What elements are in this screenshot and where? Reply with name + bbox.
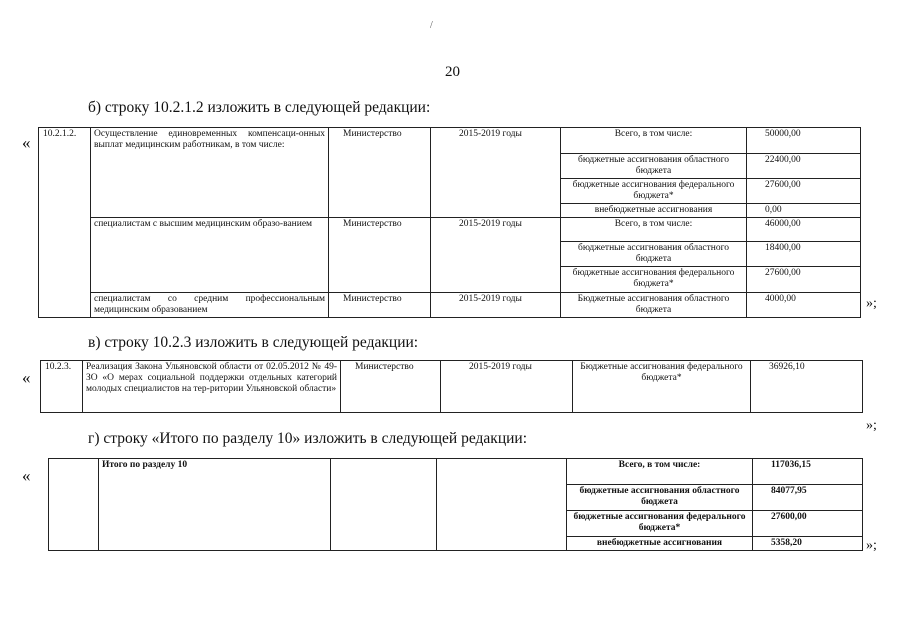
row-description: специалистам со средним профессиональным медицинским образованием: [91, 293, 329, 318]
opening-quote: «: [22, 466, 31, 485]
funding-source: внебюджетные ассигнования: [561, 204, 747, 218]
funding-source: бюджетные ассигнования областного бюджета: [567, 485, 753, 511]
funding-value: 27600,00: [747, 267, 861, 293]
funding-source: Всего, в том числе:: [561, 128, 747, 154]
row-number: 10.2.3.: [41, 361, 83, 413]
opening-quote: «: [22, 368, 31, 387]
closing-quote: »;: [866, 538, 877, 553]
row-organization: Министерство: [329, 293, 431, 318]
row-organization: Министерство: [341, 361, 441, 413]
row-period: 2015-2019 годы: [431, 218, 561, 293]
row-period: 2015-2019 годы: [441, 361, 573, 413]
funding-value: 84077,95: [753, 485, 863, 511]
row-organization: Министерство: [329, 128, 431, 218]
funding-value: 36926,10: [751, 361, 863, 413]
funding-source: Бюджетные ассигнования федерального бюджета*: [573, 361, 751, 413]
opening-quote: «: [22, 133, 31, 152]
closing-quote: »;: [866, 296, 877, 311]
funding-source: внебюджетные ассигнования: [567, 537, 753, 551]
funding-value: 27600,00: [753, 511, 863, 537]
table-row-10-2-1-2: [38, 127, 861, 318]
funding-source: Всего, в том числе:: [567, 459, 753, 485]
section-heading-v: в) строку 10.2.3 изложить в следующей редакции:: [88, 334, 419, 351]
scan-speck: /: [430, 20, 433, 31]
row-description: специалистам с высшим медицинским образо-ванием: [91, 218, 329, 293]
row-organization: Министерство: [329, 218, 431, 293]
funding-value: 5358,20: [753, 537, 863, 551]
table-row-total-section-10: [48, 458, 863, 551]
funding-value: 18400,00: [747, 242, 861, 267]
funding-source: бюджетные ассигнования федерального бюджета*: [561, 267, 747, 293]
funding-value: 27600,00: [747, 179, 861, 204]
section-heading-b: б) строку 10.2.1.2 изложить в следующей редакции:: [88, 99, 431, 116]
funding-value: 4000,00: [747, 293, 861, 318]
funding-value: 22400,00: [747, 154, 861, 179]
funding-source: бюджетные ассигнования областного бюджета: [561, 242, 747, 267]
row-period: 2015-2019 годы: [431, 128, 561, 218]
closing-quote: »;: [866, 418, 877, 433]
row-number: 10.2.1.2.: [39, 128, 91, 318]
empty-cell: [49, 459, 99, 551]
row-description: Итого по разделу 10: [99, 459, 331, 551]
funding-value: 46000,00: [747, 218, 861, 242]
funding-value: 50000,00: [747, 128, 861, 154]
row-period: 2015-2019 годы: [431, 293, 561, 318]
funding-source: бюджетные ассигнования областного бюджета: [561, 154, 747, 179]
empty-cell: [437, 459, 567, 551]
funding-value: 117036,15: [753, 459, 863, 485]
row-description: Реализация Закона Ульяновской области от 02.05.2012 № 49-ЗО «О мерах социальной поддержки отдельных категорий молодых специалистов на тер-ритории Ульяновской области»: [83, 361, 341, 413]
section-heading-g: г) строку «Итого по разделу 10» изложить в следующей редакции:: [88, 430, 528, 447]
page-number: 20: [445, 64, 460, 80]
row-description: Осуществление единовременных компенсаци-онных выплат медицинским работникам, в том числе:: [91, 128, 329, 218]
funding-value: 0,00: [747, 204, 861, 218]
empty-cell: [331, 459, 437, 551]
funding-source: бюджетные ассигнования федерального бюджета*: [561, 179, 747, 204]
funding-source: бюджетные ассигнования федерального бюджета*: [567, 511, 753, 537]
table-row-10-2-3: [40, 360, 863, 413]
funding-source: Бюджетные ассигнования областного бюджета: [561, 293, 747, 318]
funding-source: Всего, в том числе:: [561, 218, 747, 242]
